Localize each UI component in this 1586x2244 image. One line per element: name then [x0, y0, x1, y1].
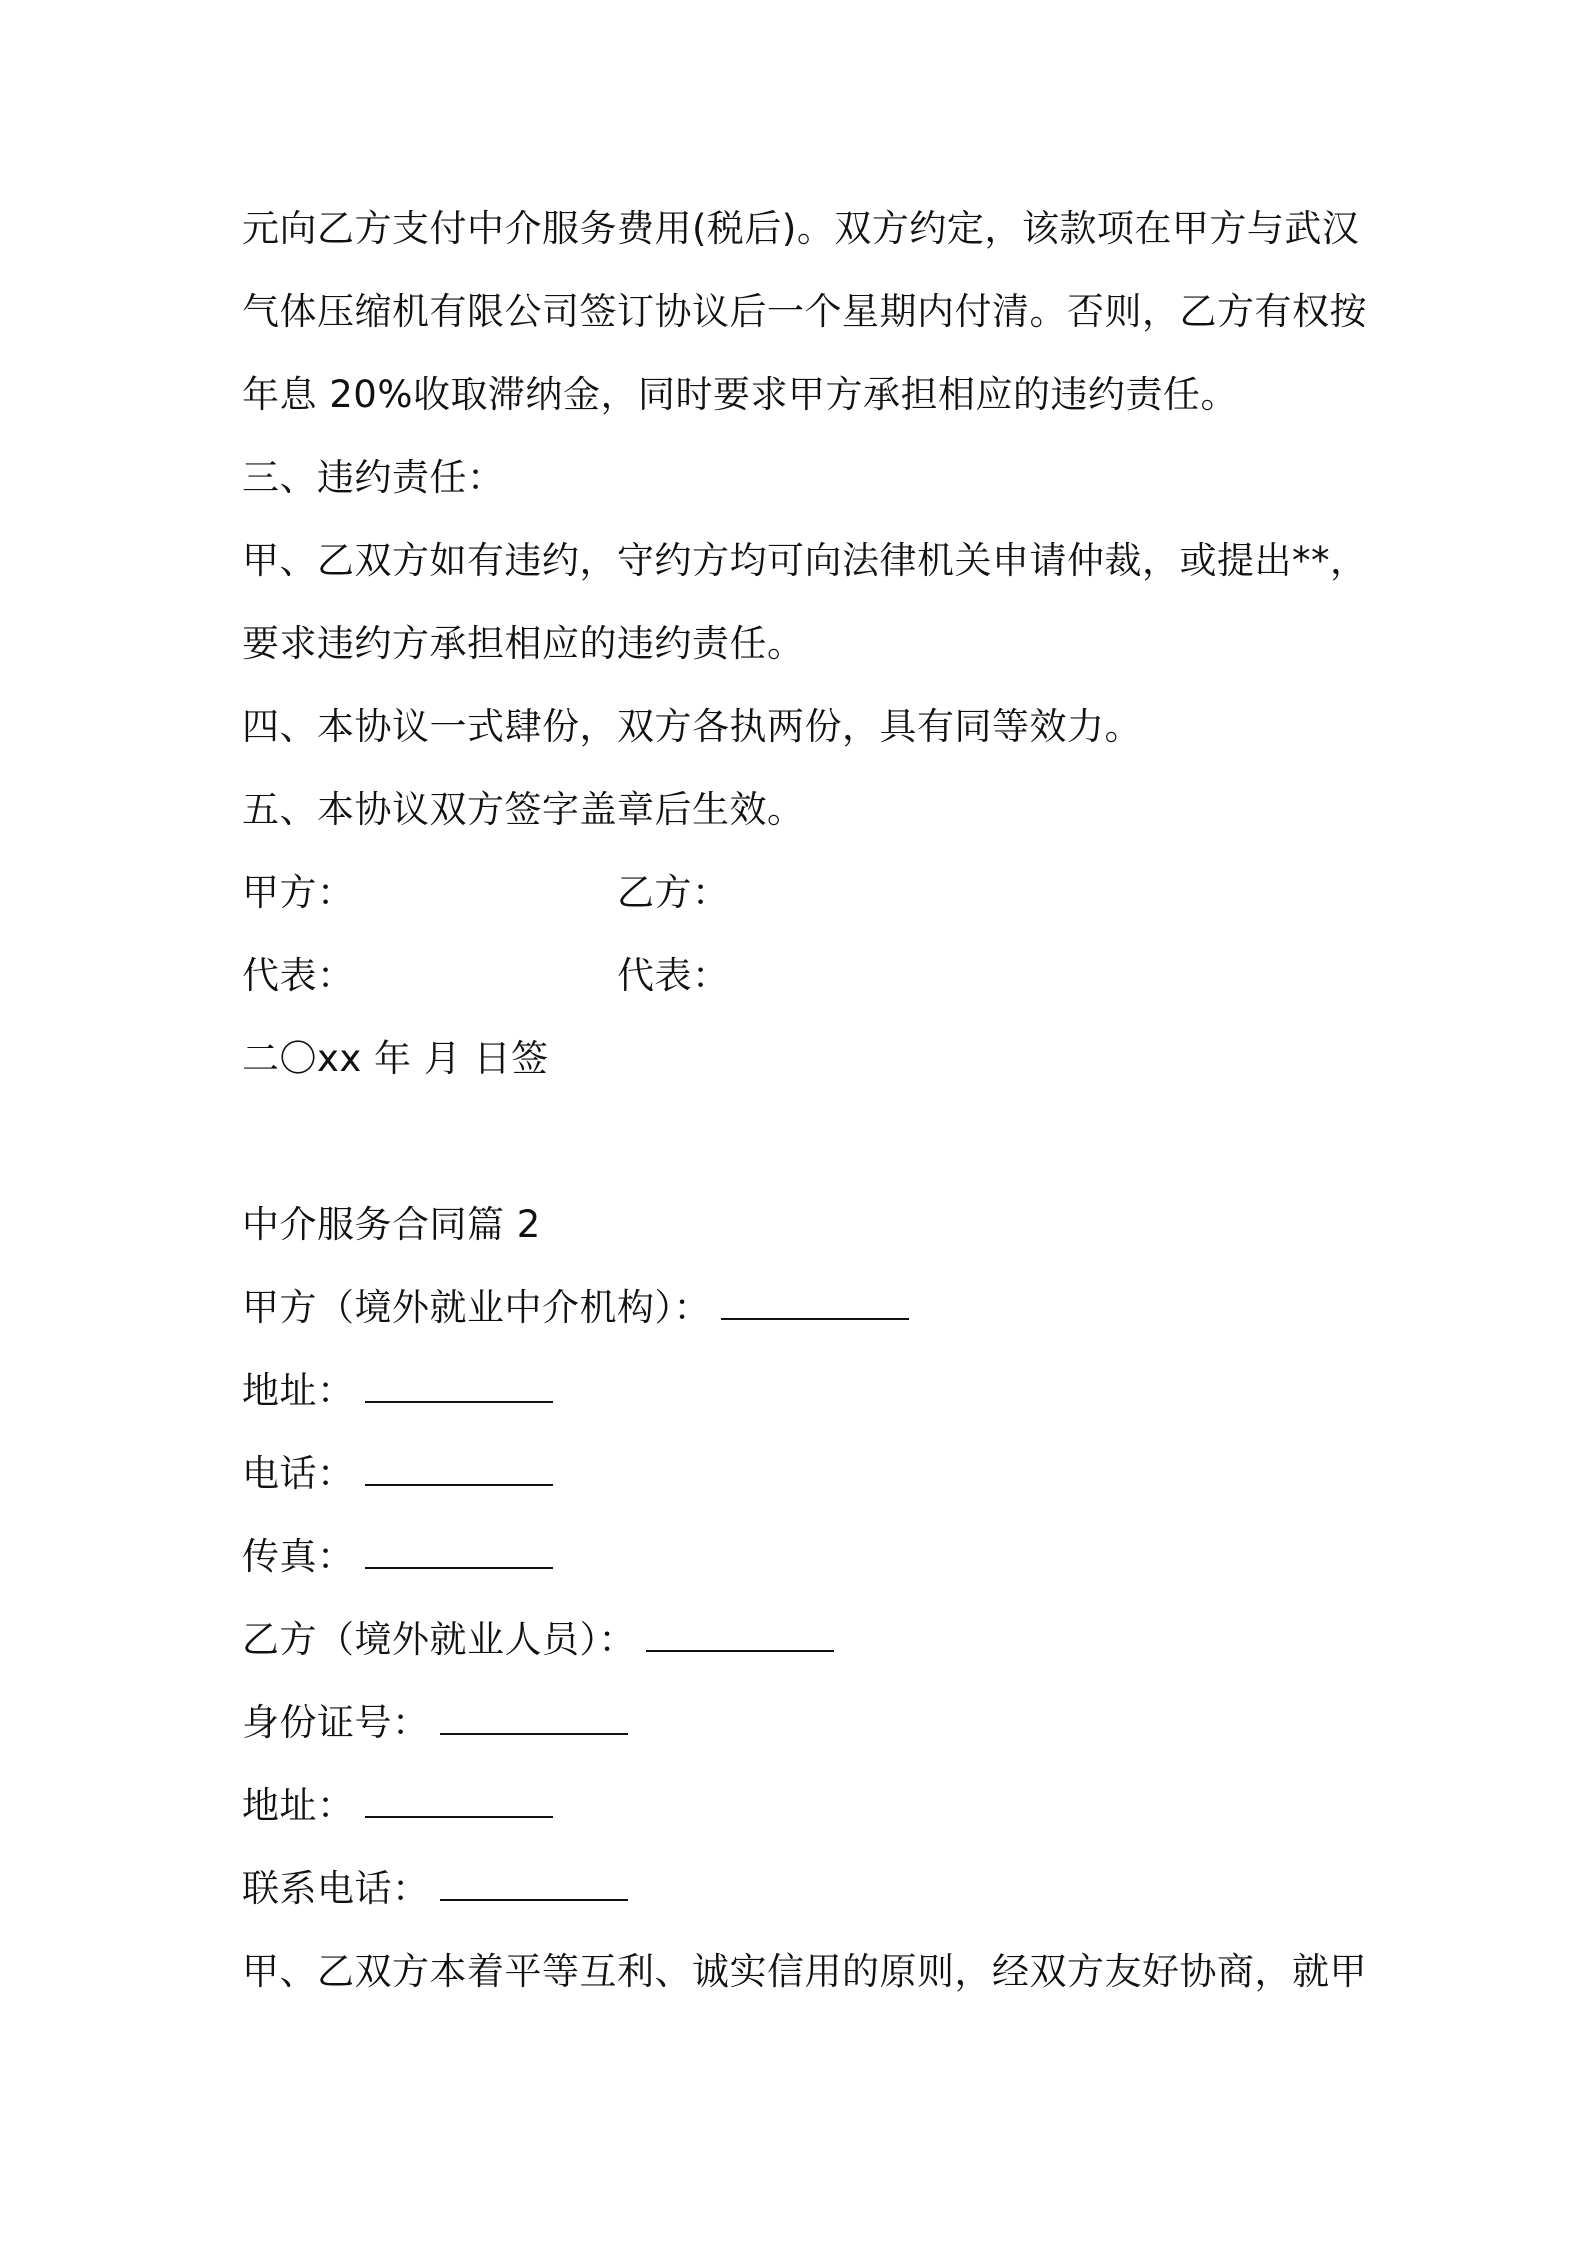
blank-line	[646, 1616, 834, 1652]
field-label: 电话：	[242, 1452, 355, 1495]
field-label: 乙方（境外就业人员）：	[242, 1618, 636, 1661]
contract-title: 中介服务合同篇 2	[242, 1203, 541, 1246]
section-heading: 三、违约责任：	[242, 456, 505, 499]
paragraph-line: 年息 20%收取滞纳金，同时要求甲方承担相应的违约责任。	[242, 373, 1238, 416]
field-label: 甲方（境外就业中介机构）：	[242, 1286, 711, 1329]
paragraph-line: 甲、乙双方本着平等互利、诚实信用的原则，经双方友好协商，就甲	[242, 1950, 1367, 1993]
field-fax	[242, 1533, 553, 1581]
field-label: 地址：	[242, 1369, 355, 1412]
blank-line	[365, 1782, 553, 1818]
field-party-a	[242, 1284, 909, 1332]
blank-line	[440, 1865, 628, 1901]
field-party-b	[242, 1616, 834, 1664]
blank-line	[365, 1450, 553, 1486]
blank-line	[365, 1533, 553, 1569]
field-label: 身份证号：	[242, 1701, 430, 1744]
blank-line	[365, 1367, 553, 1403]
field-address-b	[242, 1782, 553, 1830]
clause-four: 四、本协议一式肆份，双方各执两份，具有同等效力。	[242, 705, 1142, 748]
field-label: 传真：	[242, 1535, 355, 1578]
field-phone	[242, 1450, 553, 1498]
blank-line	[440, 1699, 628, 1735]
signature-row-representatives	[242, 952, 730, 1000]
field-label: 地址：	[242, 1784, 355, 1827]
clause-five: 五、本协议双方签字盖章后生效。	[242, 788, 805, 831]
paragraph-line: 要求违约方承担相应的违约责任。	[242, 622, 805, 665]
field-label: 联系电话：	[242, 1867, 430, 1910]
paragraph-line: 甲、乙双方如有违约，守约方均可向法律机关申请仲裁，或提出**，	[242, 539, 1368, 582]
blank-line	[721, 1284, 909, 1320]
paragraph-line: 气体压缩机有限公司签订协议后一个星期内付清。否则，乙方有权按	[242, 290, 1367, 333]
field-contact-phone	[242, 1865, 628, 1913]
rep-b-label: 代表：	[617, 954, 730, 997]
signature-row-parties	[242, 869, 730, 917]
field-id-number	[242, 1699, 628, 1747]
paragraph-line: 元向乙方支付中介服务费用(税后)。双方约定，该款项在甲方与武汉	[242, 207, 1360, 250]
party-b-label: 乙方：	[617, 871, 730, 914]
field-address-a	[242, 1367, 553, 1415]
rep-a-label: 代表：	[242, 954, 355, 997]
signature-date: 二〇xx 年 月 日签	[242, 1037, 549, 1080]
party-a-label: 甲方：	[242, 871, 355, 914]
